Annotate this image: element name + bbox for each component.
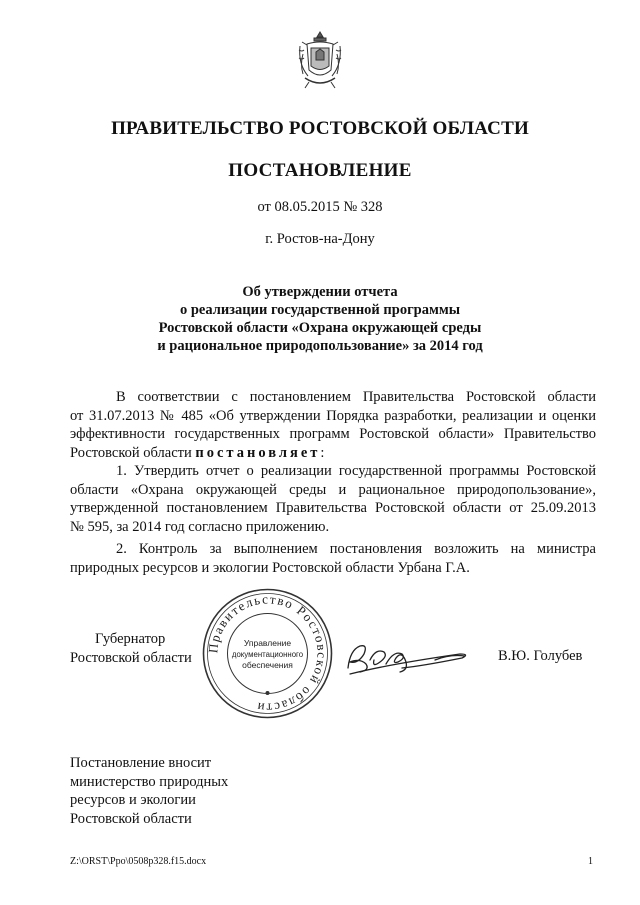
paragraph-line: эффективности государственных программ Ростовской области» Правительство — [70, 426, 596, 442]
signatory-name: В.Ю. Голубев — [498, 648, 583, 664]
svg-text:Управление: Управление — [243, 638, 292, 648]
clause-2-paragraph — [70, 540, 596, 577]
position-line: Губернатор — [95, 631, 166, 647]
svg-text:обеспечения: обеспечения — [242, 660, 293, 670]
coat-of-arms-icon — [297, 30, 343, 92]
preamble-paragraph — [70, 388, 596, 462]
paragraph-line: 2. Контроль за выполнением постановления возложить на министра — [116, 541, 596, 557]
document-type: ПОСТАНОВЛЕНИЕ — [228, 160, 412, 181]
subject-line: и рациональное природопользование» за 2014 год — [157, 338, 483, 354]
submitted-by-note — [70, 754, 228, 828]
paragraph-line: В соответствии с постановлением Правительства Ростовской области — [116, 389, 596, 405]
subject-line: о реализации государственной программы — [179, 302, 461, 318]
official-seal-stamp — [200, 586, 335, 721]
paragraph-line: природных ресурсов и экологии Ростовской области Урбана Г.А. — [70, 559, 470, 576]
government-title: ПРАВИТЕЛЬСТВО РОСТОВСКОЙ ОБЛАСТИ — [111, 118, 529, 139]
paragraph-line: № 595, за 2014 год согласно приложению. — [70, 518, 330, 535]
paragraph-line: области «Охрана окружающей среды и рациональное природопользование», — [70, 481, 596, 498]
subject-line: Ростовской области «Охрана окружающей среды — [158, 320, 482, 336]
paragraph-text: Ростовской области — [70, 444, 196, 461]
document-date-number: от 08.05.2015 № 328 — [257, 199, 383, 215]
paragraph-line: от 31.07.2013 № 485 «Об утверждении Порядка разработки, реализации и оценки — [70, 407, 596, 424]
file-path: Z:\ORST\Ppo\0508p328.f15.docx — [70, 856, 207, 867]
note-line: Постановление вносит — [70, 755, 212, 771]
note-line: ресурсов и экологии — [70, 792, 196, 808]
paragraph-line: утвержденной постановлением Правительства Ростовской области от 25.09.2013 — [70, 500, 596, 516]
paragraph-text: : — [320, 444, 325, 461]
note-line: Ростовской области — [70, 810, 192, 827]
clause-1-paragraph — [70, 462, 596, 536]
handwritten-signature — [340, 630, 475, 680]
document-city: г. Ростов-на-Дону — [265, 231, 375, 247]
position-line: Ростовской области — [70, 650, 192, 666]
document-subject — [0, 283, 640, 355]
note-line: министерство природных — [70, 773, 229, 790]
signatory-position — [70, 630, 192, 668]
svg-text:Правительство Ростовской облас: Правительство Ростовской области — [205, 591, 330, 716]
svg-text:документационного: документационного — [231, 650, 304, 659]
subject-line: Об утверждении отчета — [242, 284, 398, 300]
paragraph-line: 1. Утвердить отчет о реализации государственной программы Ростовской — [116, 463, 596, 479]
page-number: 1 — [588, 856, 593, 867]
paragraph-line — [70, 444, 596, 463]
decree-word: постановляет — [195, 444, 321, 461]
